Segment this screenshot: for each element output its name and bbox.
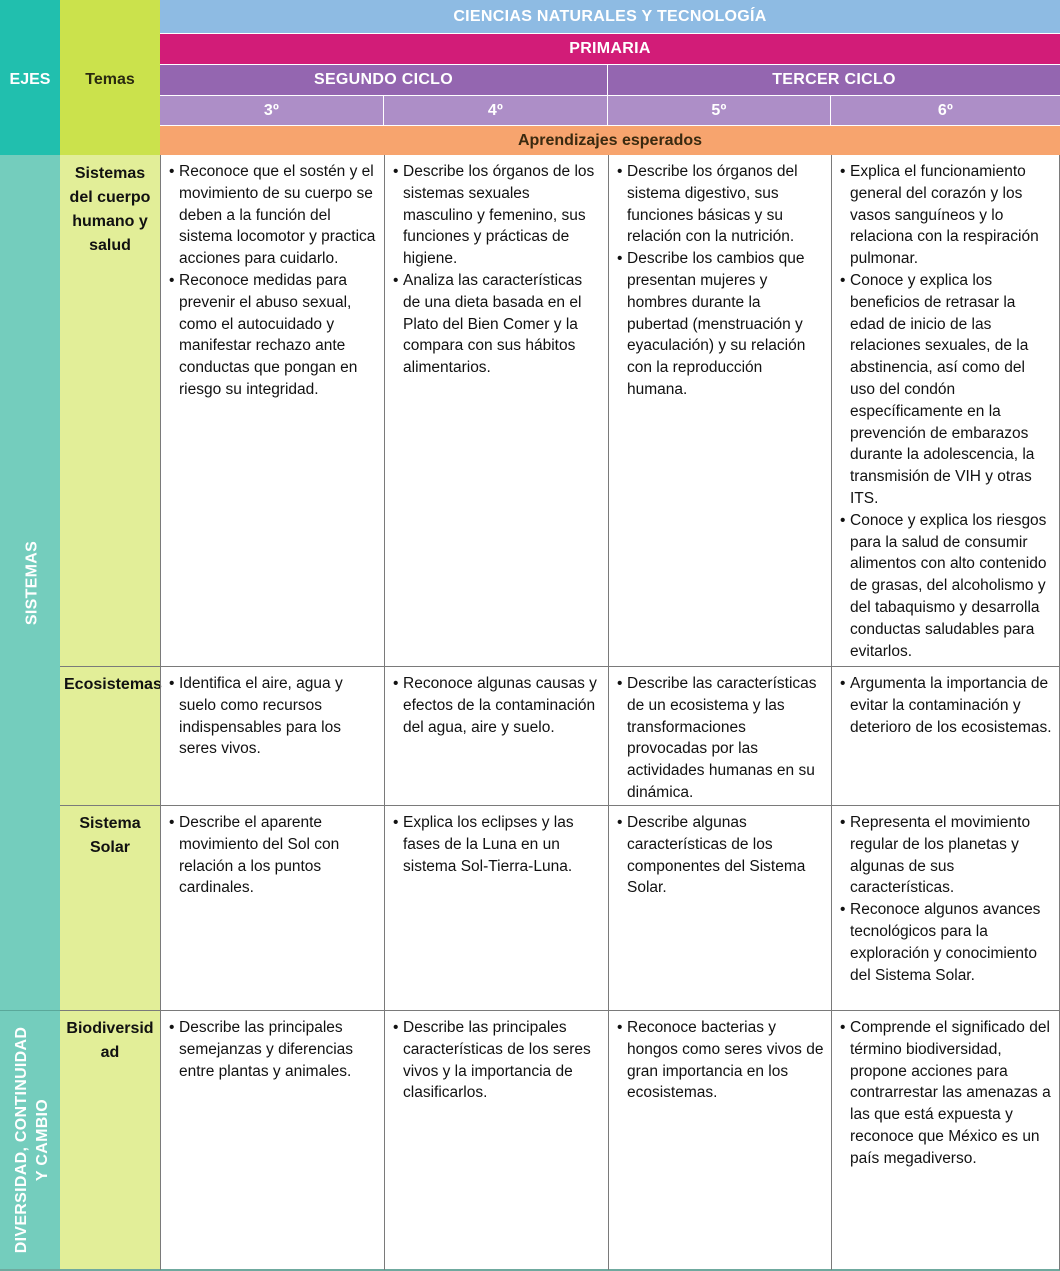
cell-r2-3 <box>160 667 384 806</box>
list-item: • Describe los órganos de los sistemas sexuales masculino y femenino, sus funciones y prácticas de higiene. <box>393 161 602 270</box>
aprendizajes-header: Aprendizajes esperados <box>160 126 1060 155</box>
list-item: • Describe las principales características de los seres vivos y la importancia de clasificarlos. <box>393 1017 602 1104</box>
cell-r3-3 <box>160 806 384 1011</box>
temas-separator <box>60 666 160 667</box>
list-item: • Explica los eclipses y las fases de la Luna en un sistema Sol-Tierra-Luna. <box>393 812 602 877</box>
eje-label-diversidad-line2: Y CAMBIO <box>34 1098 51 1182</box>
list-item: • Identifica el aire, agua y suelo como recursos indispensables para los seres vivos. <box>169 673 378 760</box>
list-item: • Reconoce medidas para prevenir el abuso sexual, como el autocuidado y manifestar rechazo ante conductas que pongan en riesgo su integridad. <box>169 270 378 401</box>
subject-header: CIENCIAS NATURALES Y TECNOLOGÍA <box>160 0 1060 33</box>
cell-r1-5 <box>608 155 831 667</box>
list-item: • Reconoce que el sostén y el movimiento de su cuerpo se deben a la función del sistema locomotor y practica acciones para cuidarlo. <box>169 161 378 270</box>
cell-r4-6 <box>831 1011 1060 1270</box>
list-item: • Describe los cambios que presentan mujeres y hombres durante la pubertad (menstruación y eyaculación) y su relación con la reproducción humana. <box>617 248 825 401</box>
cell-r4-3 <box>160 1011 384 1270</box>
temas-separator <box>60 805 160 806</box>
ejes-header-label: EJES <box>9 71 51 88</box>
cell-r3-6 <box>831 806 1060 1011</box>
cell-r1-3 <box>160 155 384 667</box>
list-item: • Describe los órganos del sistema digestivo, sus funciones básicas y su relación con la nutrición. <box>617 161 825 248</box>
temas-header-label: Temas <box>85 71 135 88</box>
level-header: PRIMARIA <box>160 34 1060 64</box>
list-item: • Conoce y explica los beneficios de retrasar la edad de inicio de las relaciones sexuales, de la abstinencia, así como del uso del condón específicamente en la prevención de embarazos durante la adolescencia, la transmisión de VIH y otras ITS. <box>840 270 1053 510</box>
list-item: • Analiza las características de una dieta basada en el Plato del Bien Comer y la compara con sus hábitos alimentarios. <box>393 270 602 379</box>
ciclo-header-segundo: SEGUNDO CICLO <box>160 65 607 95</box>
tema-sistema-solar: Sistema Solar <box>79 815 141 856</box>
grade-header-4: 4º <box>384 96 607 125</box>
eje-label-diversidad <box>11 1027 53 1253</box>
grade-header-6: 6º <box>831 96 1060 125</box>
cell-r2-4 <box>384 667 608 806</box>
cell-r2-5 <box>608 667 831 806</box>
temas-separator <box>60 1010 160 1011</box>
cell-r4-5 <box>608 1011 831 1270</box>
list-item: • Comprende el significado del término biodiversidad, propone acciones para contrarrestar las amenazas a las que está expuesta y reconoce que México es un país megadiverso. <box>840 1017 1053 1170</box>
list-item: • Representa el movimiento regular de los planetas y algunas de sus características. <box>840 812 1053 899</box>
list-item: • Explica el funcionamiento general del corazón y los vasos sanguíneos y lo relaciona con la respiración pulmonar. <box>840 161 1053 270</box>
list-item: • Reconoce algunas causas y efectos de la contaminación del agua, aire y suelo. <box>393 673 602 738</box>
cell-r1-6 <box>831 155 1060 667</box>
eje-label-diversidad-line1: DIVERSIDAD, CONTINUIDAD <box>13 1026 30 1254</box>
ciclo-header-tercer: TERCER CICLO <box>608 65 1060 95</box>
cell-r4-4 <box>384 1011 608 1270</box>
cell-r2-6 <box>831 667 1060 806</box>
grade-header-5: 5º <box>608 96 830 125</box>
tema-biodiversidad: Biodiversidad <box>66 1020 154 1061</box>
grade-header-3: 3º <box>160 96 383 125</box>
list-item: • Describe las principales semejanzas y diferencias entre plantas y animales. <box>169 1017 378 1082</box>
tema-sistemas-cuerpo: Sistemas del cuerpo humano y salud <box>69 165 151 254</box>
list-item: • Describe las características de un ecosistema y las transformaciones provocadas por las actividades humanas en su dinámica. <box>617 673 825 804</box>
list-item: • Reconoce bacterias y hongos como seres vivos de gran importancia en los ecosistemas. <box>617 1017 825 1104</box>
list-item: • Describe algunas características de los componentes del Sistema Solar. <box>617 812 825 899</box>
cell-r3-4 <box>384 806 608 1011</box>
eje-separator <box>0 1010 60 1011</box>
list-item: • Argumenta la importancia de evitar la contaminación y deterioro de los ecosistemas. <box>840 673 1053 738</box>
cell-r1-4 <box>384 155 608 667</box>
tema-ecosistemas: Ecosistemas <box>64 676 162 693</box>
list-item: • Describe el aparente movimiento del Sol con relación a los puntos cardinales. <box>169 812 378 899</box>
list-item: • Conoce y explica los riesgos para la salud de consumir alimentos con alto contenido de grasas, del alcoholismo y del tabaquismo y desarrolla conductas saludables para evitarlos. <box>840 510 1053 663</box>
list-item: • Reconoce algunos avances tecnológicos para la exploración y conocimiento del Sistema Solar. <box>840 899 1053 986</box>
eje-label-sistemas: SISTEMAS <box>23 540 41 626</box>
cell-r3-5 <box>608 806 831 1011</box>
